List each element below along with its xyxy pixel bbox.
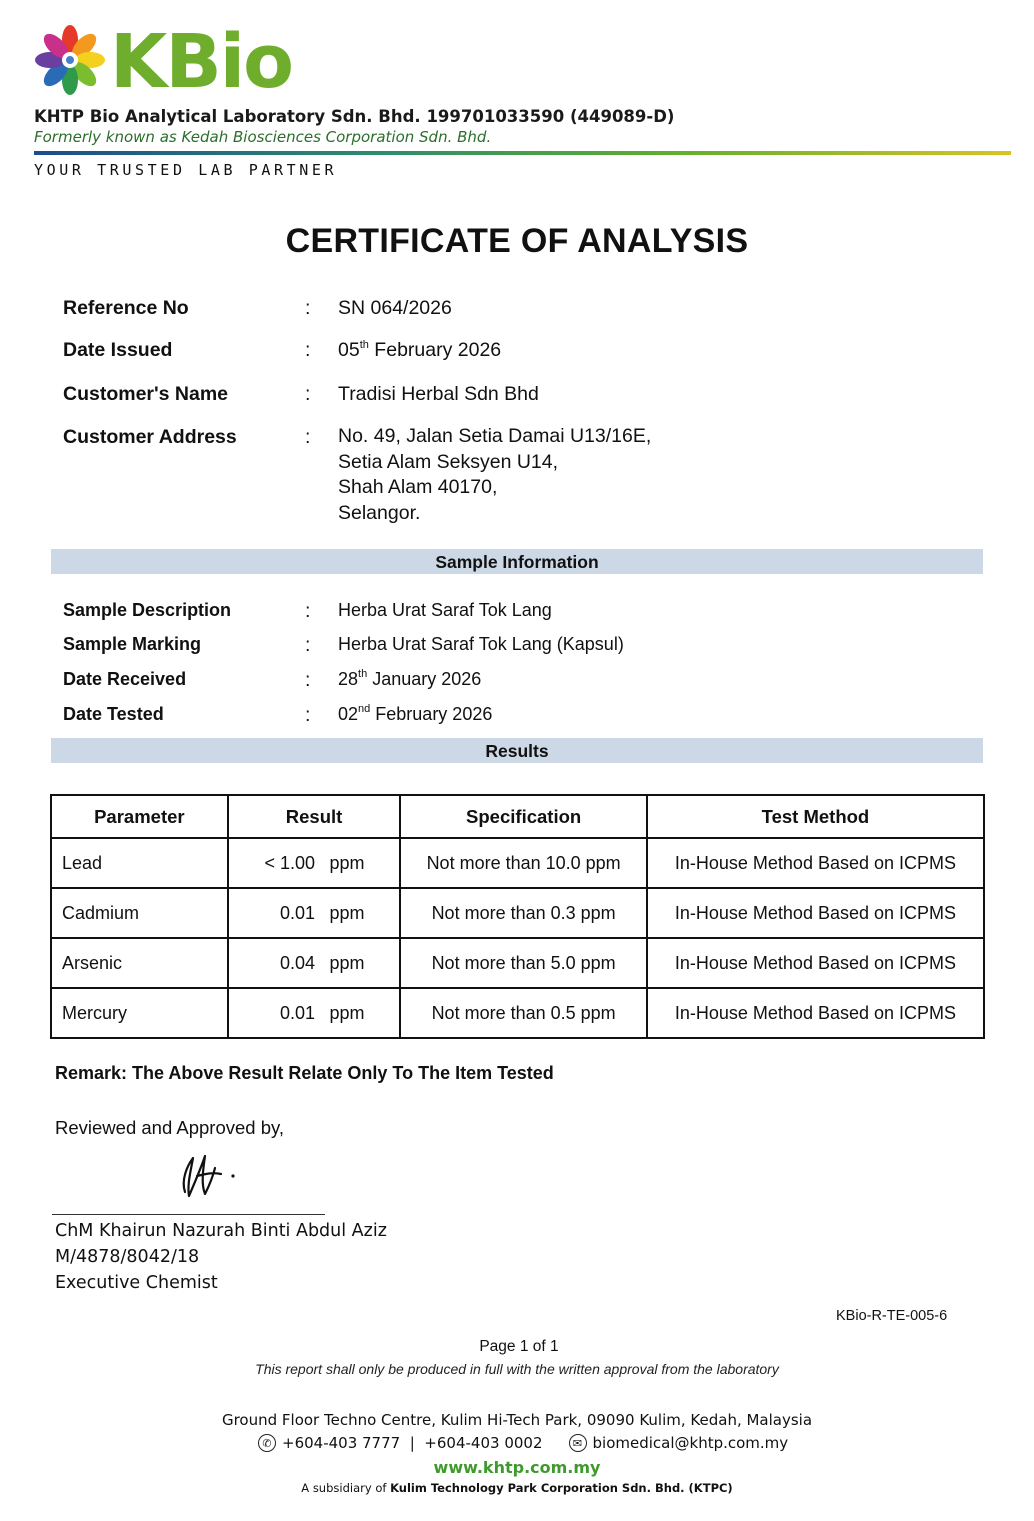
results-table	[50, 794, 985, 1039]
address-line: Selangor.	[338, 501, 421, 524]
approver-name: ChM Khairun Nazurah Binti Abdul Aziz	[55, 1221, 387, 1241]
customer-name-label: Customer's Name	[63, 383, 229, 405]
document-title: CERTIFICATE OF ANALYSIS	[285, 222, 749, 260]
method-cell: In-House Method Based on ICPMS	[647, 838, 984, 888]
phone-numbers: +604-403 7777 | +604-403 0002	[282, 1434, 543, 1452]
table-row	[51, 888, 984, 938]
header-divider	[34, 151, 1011, 155]
email-address[interactable]: biomedical@khtp.com.my	[592, 1434, 789, 1452]
table-row	[51, 938, 984, 988]
column-header-parameter: Parameter	[51, 795, 228, 838]
specification-cell: Not more than 0.3 ppm	[400, 888, 647, 938]
result-cell: < 1.00 ppm	[228, 838, 401, 888]
colon: :	[305, 339, 311, 361]
lab-address: Ground Floor Techno Centre, Kulim Hi-Tech Park, 09090 Kulim, Kedah, Malaysia	[221, 1411, 813, 1429]
method-cell: In-House Method Based on ICPMS	[647, 888, 984, 938]
specification-cell: Not more than 5.0 ppm	[400, 938, 647, 988]
company-name: KHTP Bio Analytical Laboratory Sdn. Bhd. 199701033590 (449089-D)	[34, 107, 675, 126]
colon: :	[305, 426, 311, 448]
reference-value: SN 064/2026	[338, 297, 452, 319]
parameter-cell: Arsenic	[51, 938, 228, 988]
specification-cell: Not more than 0.5 ppm	[400, 988, 647, 1038]
remark: Remark: The Above Result Relate Only To The Item Tested	[55, 1063, 554, 1083]
result-cell: 0.01 ppm	[228, 988, 401, 1038]
email-icon: ✉	[569, 1434, 587, 1452]
table-header-row	[51, 795, 984, 838]
document-id: KBio-R-TE-005-6	[836, 1308, 948, 1324]
signature	[175, 1146, 245, 1204]
disclaimer: This report shall only be produced in full with the written approval from the laboratory	[255, 1361, 779, 1377]
sample-description-label: Sample Description	[63, 600, 232, 620]
colon: :	[305, 383, 311, 405]
table-row	[51, 838, 984, 888]
approver-title: Executive Chemist	[55, 1273, 218, 1293]
subsidiary-note: A subsidiary of Kulim Technology Park Corporation Sdn. Bhd. (KTPC)	[301, 1481, 733, 1495]
phone-icon: ✆	[258, 1434, 276, 1452]
colon: :	[305, 297, 311, 319]
address-line: Shah Alam 40170,	[338, 476, 498, 498]
tagline: YOUR TRUSTED LAB PARTNER	[34, 161, 338, 179]
approver-registration: M/4878/8042/18	[55, 1247, 200, 1267]
date-received-label: Date Received	[63, 669, 187, 689]
results-header: Results	[51, 738, 983, 763]
parameter-cell: Mercury	[51, 988, 228, 1038]
kbio-flower-logo-icon	[34, 24, 106, 96]
colon: :	[305, 669, 311, 691]
sample-information-header: Sample Information	[51, 549, 983, 574]
sample-marking-value: Herba Urat Saraf Tok Lang (Kapsul)	[338, 634, 624, 654]
reference-label: Reference No	[63, 297, 189, 319]
customer-address-value	[338, 424, 651, 526]
date-received-value: 28th January 2026	[338, 668, 482, 689]
former-name: Formerly known as Kedah Biosciences Corporation Sdn. Bhd.	[34, 128, 492, 146]
table-row	[51, 988, 984, 1038]
date-issued-value: 05th February 2026	[338, 339, 502, 361]
customer-address-label: Customer Address	[63, 426, 237, 448]
sample-marking-label: Sample Marking	[63, 634, 202, 654]
result-cell: 0.01 ppm	[228, 888, 401, 938]
contact-line	[258, 1434, 788, 1452]
specification-cell: Not more than 10.0 ppm	[400, 838, 647, 888]
reviewed-by-label: Reviewed and Approved by,	[55, 1117, 285, 1138]
date-tested-value: 02nd February 2026	[338, 703, 493, 724]
date-tested-label: Date Tested	[63, 704, 164, 724]
website-link[interactable]: www.khtp.com.my	[433, 1458, 601, 1477]
method-cell: In-House Method Based on ICPMS	[647, 938, 984, 988]
column-header-specification: Specification	[400, 795, 647, 838]
colon: :	[305, 704, 311, 726]
colon: :	[305, 634, 311, 656]
method-cell: In-House Method Based on ICPMS	[647, 988, 984, 1038]
parameter-cell: Cadmium	[51, 888, 228, 938]
parameter-cell: Lead	[51, 838, 228, 888]
customer-name-value: Tradisi Herbal Sdn Bhd	[338, 383, 539, 405]
column-header-result: Result	[228, 795, 401, 838]
date-issued-label: Date Issued	[63, 339, 173, 361]
address-line: Setia Alam Seksyen U14,	[338, 450, 559, 473]
colon: :	[305, 600, 311, 622]
sample-description-value: Herba Urat Saraf Tok Lang	[338, 600, 552, 620]
signature-line	[52, 1214, 325, 1215]
address-line: No. 49, Jalan Setia Damai U13/16E,	[338, 425, 652, 447]
kbio-wordmark: KBio	[110, 19, 292, 105]
column-header-test-method: Test Method	[647, 795, 984, 838]
page-number: Page 1 of 1	[479, 1338, 559, 1355]
result-cell: 0.04 ppm	[228, 938, 401, 988]
